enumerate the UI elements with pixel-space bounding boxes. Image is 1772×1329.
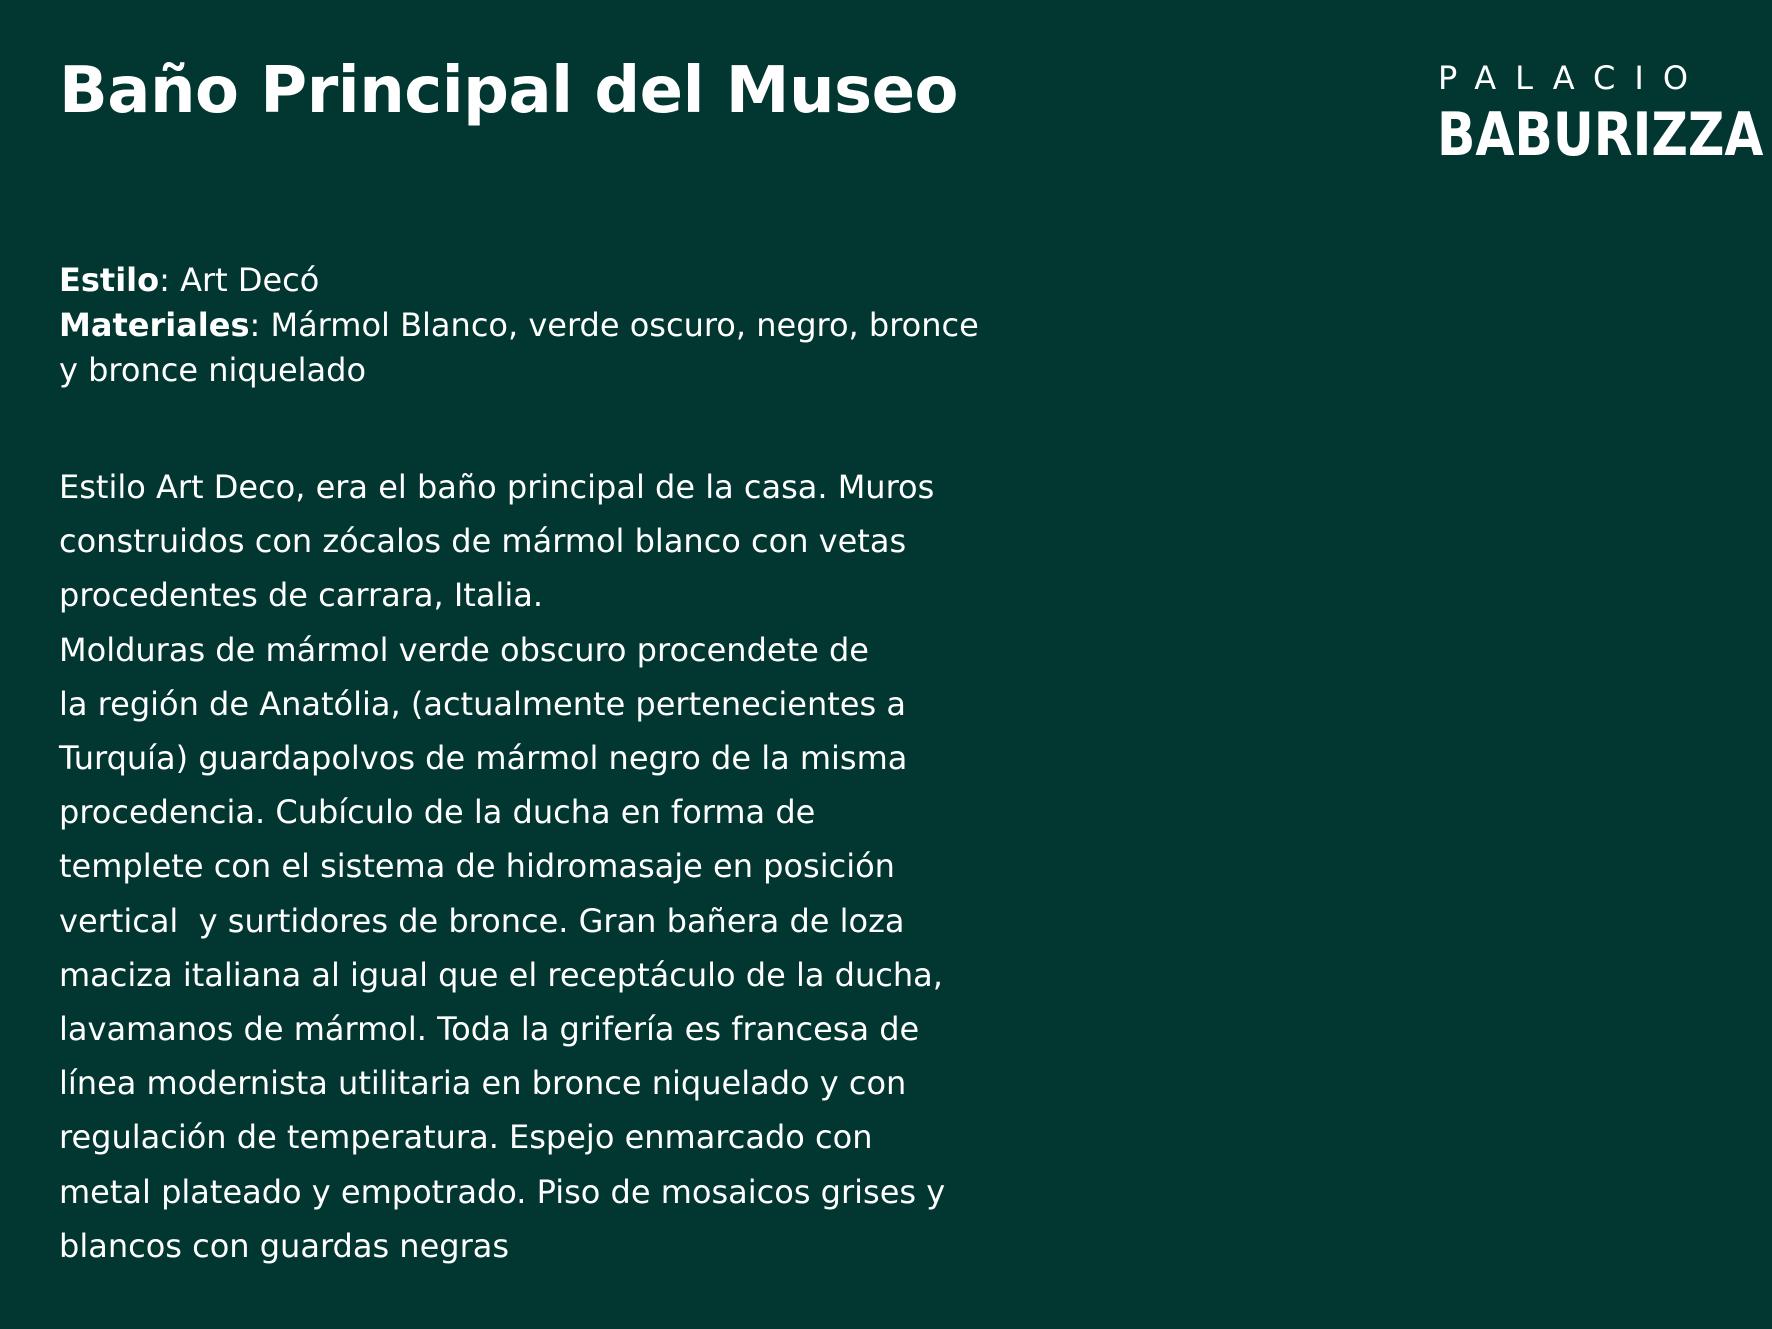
style-value: : Art Decó bbox=[159, 261, 320, 299]
palacio-baburizza-logo bbox=[1413, 58, 1764, 170]
description-line: línea modernista utilitaria en bronce niquelado y con bbox=[59, 1064, 907, 1103]
materials-row bbox=[59, 303, 1009, 348]
description-line: regulación de temperatura. Espejo enmarcado con bbox=[59, 1118, 873, 1157]
style-label: Estilo bbox=[59, 261, 160, 299]
logo-line-baburizza: BABURIZZA bbox=[1437, 100, 1764, 170]
materials-label: Materiales bbox=[59, 306, 250, 344]
description-line: procedentes de carrara, Italia. bbox=[59, 576, 543, 615]
description-text bbox=[59, 460, 1039, 1273]
description-line: vertical y surtidores de bronce. Gran bañera de loza bbox=[59, 901, 905, 940]
description-line: procedencia. Cubículo de la ducha en forma de bbox=[59, 793, 816, 832]
materials-row-continued bbox=[59, 348, 1009, 393]
description-line: Turquía) guardapolvos de mármol negro de la misma bbox=[59, 739, 908, 778]
description-line: la región de Anatólia, (actualmente pertenecientes a bbox=[59, 684, 906, 723]
page-title: Baño Principal del Museo bbox=[59, 54, 958, 128]
description-line: Molduras de mármol verde obscuro procendete de bbox=[59, 630, 869, 669]
description-line: metal plateado y empotrado. Piso de mosaicos grises y bbox=[59, 1172, 946, 1211]
description-line: blancos con guardas negras bbox=[59, 1226, 510, 1265]
description-line: templete con el sistema de hidromasaje en posición bbox=[59, 847, 895, 886]
logo-line-palacio: PALACIO bbox=[1438, 59, 1707, 97]
description-line: construidos con zócalos de mármol blanco con vetas bbox=[59, 522, 907, 561]
metadata-block bbox=[59, 258, 1009, 393]
description-line: maciza italiana al igual que el receptáculo de la ducha, bbox=[59, 955, 943, 994]
materials-value-line2: y bronce niquelado bbox=[59, 351, 367, 389]
materials-value-line1: : Mármol Blanco, verde oscuro, negro, bronce bbox=[249, 306, 979, 344]
style-row bbox=[59, 258, 1009, 303]
description-line: lavamanos de mármol. Toda la grifería es francesa de bbox=[59, 1010, 920, 1049]
description-line: Estilo Art Deco, era el baño principal de la casa. Muros bbox=[59, 468, 935, 506]
